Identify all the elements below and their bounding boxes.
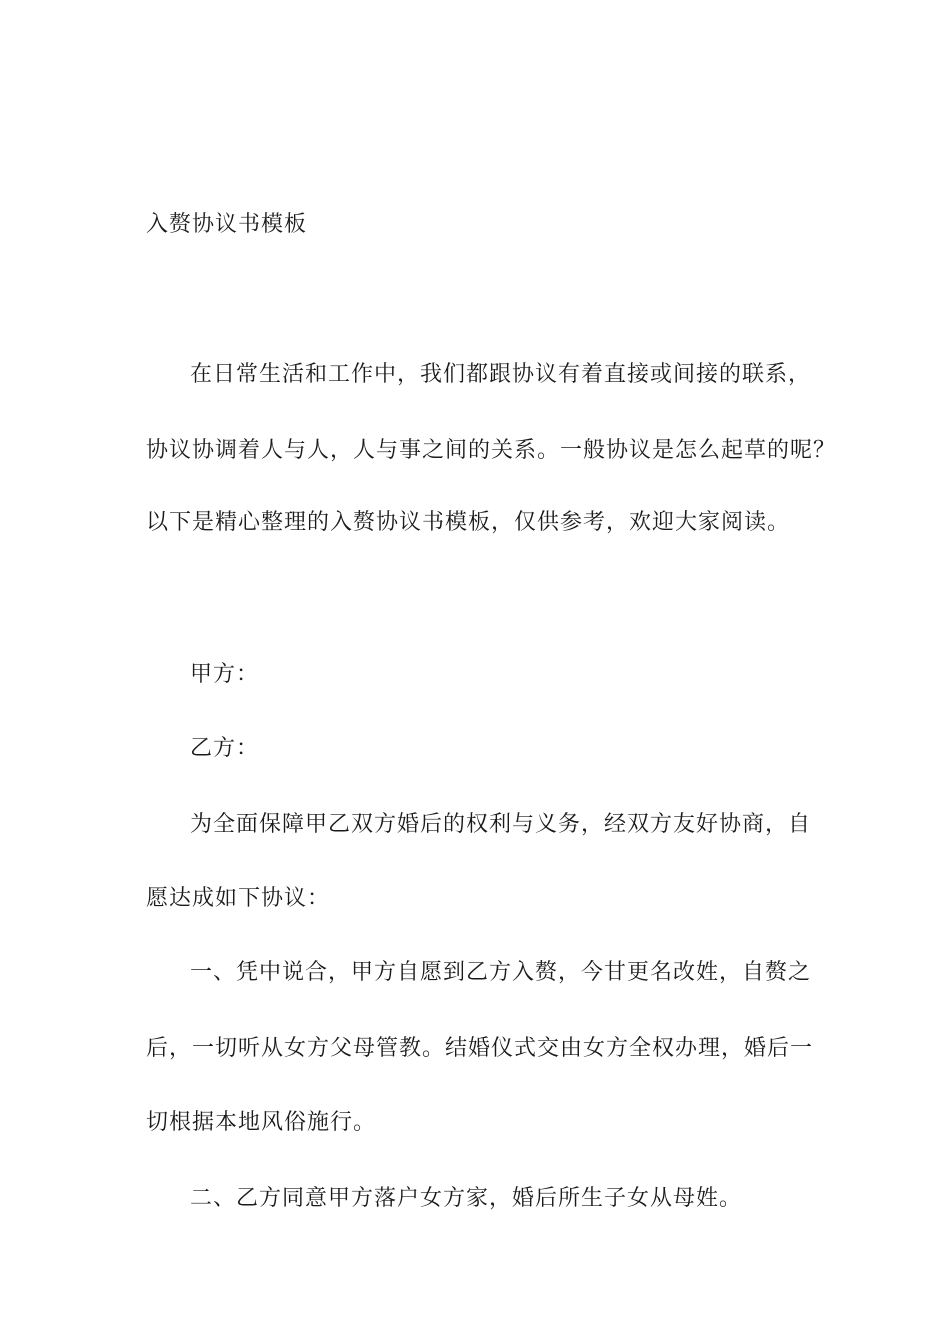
party-b-label: 乙方： xyxy=(190,736,260,761)
preamble-line-2: 愿达成如下协议： xyxy=(146,886,331,911)
preamble-line-1: 为全面保障甲乙双方婚后的权利与义务，经双方友好协商，自 xyxy=(190,812,812,837)
clause-1-line-2: 后，一切听从女方父母管教。结婚仪式交由女方全权办理，婚后一 xyxy=(146,1036,814,1061)
intro-line-1: 在日常生活和工作中，我们都跟协议有着直接或间接的联系， xyxy=(190,362,812,387)
clause-1-line-3: 切根据本地风俗施行。 xyxy=(146,1110,377,1135)
document-title: 入赘协议书模板 xyxy=(146,212,308,237)
clause-1-line-1: 一、凭中说合，甲方自愿到乙方入赘，今甘更名改姓，自赘之 xyxy=(190,960,812,985)
intro-line-2: 协议协调着人与人，人与事之间的关系。一般协议是怎么起草的呢？ xyxy=(146,438,837,463)
party-a-label: 甲方： xyxy=(190,662,260,687)
intro-line-3: 以下是精心整理的入赘协议书模板，仅供参考，欢迎大家阅读。 xyxy=(146,510,791,535)
clause-2-line-1: 二、乙方同意甲方落户女方家，婚后所生子女从母姓。 xyxy=(190,1186,743,1211)
